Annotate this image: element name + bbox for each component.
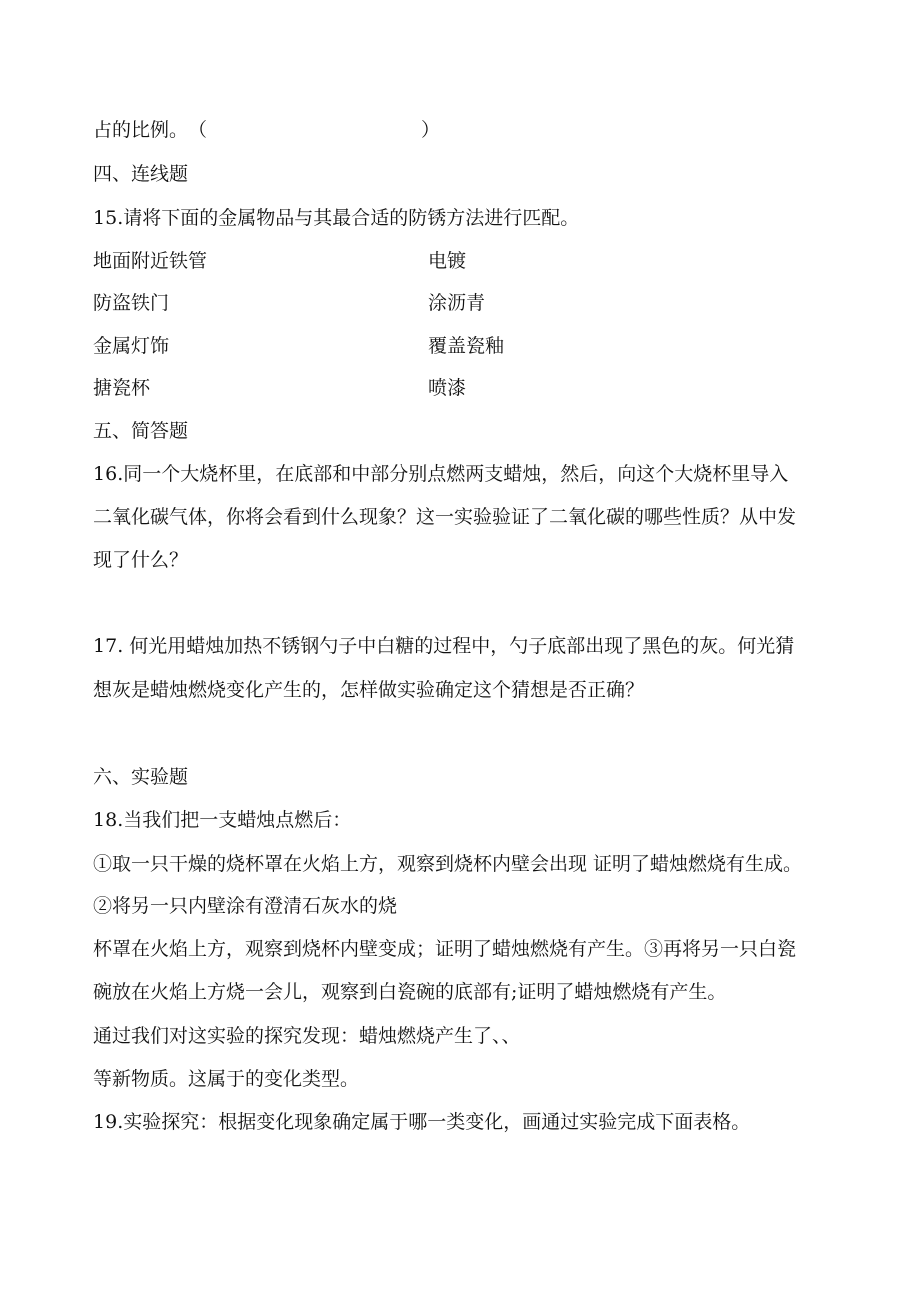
question-number: 19 bbox=[93, 1111, 118, 1133]
question-16-line-1 bbox=[93, 462, 788, 486]
answer-paren-open: （ bbox=[188, 119, 208, 141]
question-number: 16 bbox=[93, 463, 118, 485]
question-18-line-3: ②将另一只内壁涂有澄清石灰水的烧 bbox=[93, 895, 398, 917]
match-left-item[interactable]: 搪瓷杯 bbox=[93, 377, 151, 399]
question-18-line-2: ①取一只干燥的烧杯罩在火焰上方，观察到烧杯内壁会出现 证明了蜡烛燃烧有生成。 bbox=[93, 853, 803, 875]
q14-tail-text: 占的比例。 bbox=[93, 119, 189, 141]
section-title-experiment: 六、实验题 bbox=[93, 766, 189, 788]
question-text: .同一个大烧杯里，在底部和中部分别点燃两支蜡烛，然后，向这个大烧杯里导入 bbox=[117, 463, 789, 485]
question-prompt: .请将下面的金属物品与其最合适的防锈方法进行匹配。 bbox=[117, 207, 580, 229]
match-right-item[interactable]: 电镀 bbox=[428, 250, 467, 272]
question-text: . 何光用蜡烛加热不锈钢勺子中白糖的过程中，勺子底部出现了黑色的灰。何光猜 bbox=[117, 635, 795, 657]
match-right-item[interactable]: 涂沥青 bbox=[428, 292, 486, 314]
question-18-line-4: 杯罩在火焰上方，观察到烧杯内壁变成；证明了蜡烛燃烧有产生。③再将另一只白瓷 bbox=[93, 938, 797, 960]
question-17-line-1 bbox=[93, 634, 794, 658]
match-left-item[interactable]: 金属灯饰 bbox=[93, 335, 170, 357]
question-18-line-6: 通过我们对这实验的探究发现：蜡烛燃烧产生了、、 bbox=[93, 1025, 521, 1047]
question-number: 18 bbox=[93, 809, 118, 831]
question-18-line-7: 等新物质。这属于的变化类型。 bbox=[93, 1068, 360, 1090]
question-16-line-3: 现了什么？ bbox=[93, 549, 189, 571]
question-19 bbox=[93, 1110, 750, 1134]
match-left-item[interactable]: 防盗铁门 bbox=[93, 292, 170, 314]
match-right-item[interactable]: 覆盖瓷釉 bbox=[428, 335, 505, 357]
question-17-line-2: 想灰是蜡烛燃烧变化产生的，怎样做实验确定这个猜想是否正确？ bbox=[93, 679, 645, 701]
match-left-item[interactable]: 地面附近铁管 bbox=[93, 250, 208, 272]
section-title-matching: 四、连线题 bbox=[93, 163, 189, 185]
question-16-line-2: 二氧化碳气体，你将会看到什么现象？这一实验验证了二氧化碳的哪些性质？从中发 bbox=[93, 506, 797, 528]
match-right-item[interactable]: 喷漆 bbox=[428, 377, 467, 399]
question-18-line-1 bbox=[93, 808, 351, 832]
question-text: .当我们把一支蜡烛点燃后： bbox=[117, 809, 352, 831]
question-18-line-5: 碗放在火焰上方烧一会儿，观察到白瓷碗的底部有;证明了蜡烛燃烧有产生。 bbox=[93, 981, 727, 1003]
answer-paren-close: ） bbox=[421, 119, 441, 141]
question-number: 17 bbox=[93, 635, 118, 657]
q14-tail-line bbox=[93, 118, 440, 142]
question-number: 15 bbox=[93, 207, 118, 229]
section-title-short-answer: 五、简答题 bbox=[93, 420, 189, 442]
question-15 bbox=[93, 206, 579, 230]
question-text: .实验探究：根据变化现象确定属于哪一类变化，画通过实验完成下面表格。 bbox=[117, 1111, 751, 1133]
